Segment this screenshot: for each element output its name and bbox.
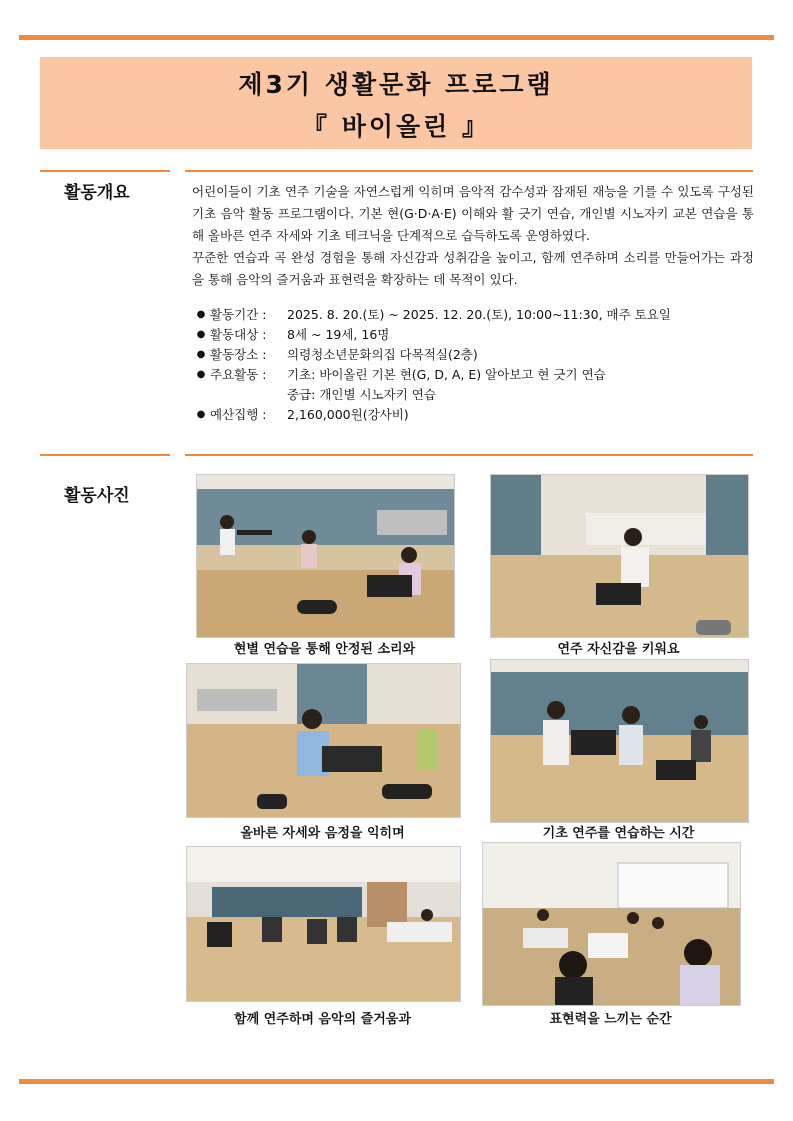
- bullet-icon: ●: [196, 309, 206, 320]
- detail-value: 의령청소년문화의집 다목적실(2층): [287, 347, 478, 362]
- detail-row-budget: [192, 405, 671, 425]
- overview-right-rule: [185, 170, 753, 172]
- photo-caption-2: 연주 자신감을 키워요: [557, 642, 680, 657]
- detail-row-period: [192, 305, 671, 325]
- activity-photo-3: [186, 663, 461, 818]
- detail-label: 주요활동 :: [210, 367, 267, 382]
- detail-value: 8세 ~ 19세, 16명: [287, 327, 390, 342]
- overview-label: 활동개요: [64, 183, 130, 203]
- bullet-icon: ●: [196, 349, 206, 360]
- overview-paragraph-2: 꾸준한 연습과 곡 완성 경험을 통해 자신감과 성취감을 높이고, 함께 연주하며 소리를 만들어가는 과정을 통해 음악의 즐거움과 표현력을 확장하는 데 목적이 있다.: [192, 250, 754, 287]
- bullet-icon: ●: [196, 409, 206, 420]
- overview-text: [192, 181, 754, 291]
- detail-label: 예산집행 :: [210, 407, 267, 422]
- detail-value: 2,160,000원(강사비): [287, 407, 409, 422]
- bullet-icon: ●: [196, 369, 206, 380]
- photo-caption-3: 올바른 자세와 음정을 익히며: [240, 826, 405, 841]
- overview-paragraph-1: 어린이들이 기초 연주 기술을 자연스럽게 익히며 음악적 감수성과 잠재된 재능을 기를 수 있도록 구성된 기초 음악 활동 프로그램이다. 기본 현(G·D·A·E) 이해와 활 긋기 연습, 개인별 시노자키 교본 연습을 통해 올바른 연주 자세와 기초 테크닉을 단계적으로 습득하도록 운영하였다.: [192, 184, 754, 243]
- bullet-icon: ●: [196, 329, 206, 340]
- photo-caption-1: 현별 연습을 통해 안정된 소리와: [233, 642, 416, 657]
- title-line-2: 『 바이올린 』: [301, 112, 490, 141]
- detail-label: 활동기간 :: [210, 307, 267, 322]
- detail-value: 2025. 8. 20.(토) ~ 2025. 12. 20.(토), 10:00~11:30, 매주 토요일: [287, 307, 671, 322]
- activity-photo-1: [196, 474, 455, 638]
- photos-left-rule: [40, 454, 170, 456]
- activity-photo-2: [490, 474, 749, 638]
- activity-photo-6: [482, 842, 741, 1006]
- detail-row-place: [192, 345, 671, 365]
- photos-right-rule: [185, 454, 753, 456]
- photos-label: 활동사진: [64, 486, 130, 506]
- detail-row-target: [192, 325, 671, 345]
- activity-photo-4: [490, 659, 749, 823]
- title-line-1: 제3기 생활문화 프로그램: [238, 70, 554, 99]
- title-banner: [40, 57, 752, 149]
- detail-label: 활동장소 :: [210, 347, 267, 362]
- detail-value: 기초: 바이올린 기본 현(G, D, A, E) 알아보고 현 긋기 연습 중급: 개인별 시노자키 연습: [287, 367, 606, 402]
- top-rule: [19, 35, 774, 40]
- activity-photo-5: [186, 846, 461, 1002]
- photo-caption-6: 표현력을 느끼는 순간: [549, 1012, 672, 1027]
- overview-left-rule: [40, 170, 170, 172]
- bottom-rule: [19, 1079, 774, 1084]
- detail-row-activity: [192, 365, 671, 405]
- photo-caption-4: 기초 연주를 연습하는 시간: [542, 826, 695, 841]
- photo-caption-5: 함께 연주하며 음악의 즐거움과: [234, 1012, 411, 1027]
- detail-list: [192, 305, 671, 425]
- detail-label: 활동대상 :: [210, 327, 267, 342]
